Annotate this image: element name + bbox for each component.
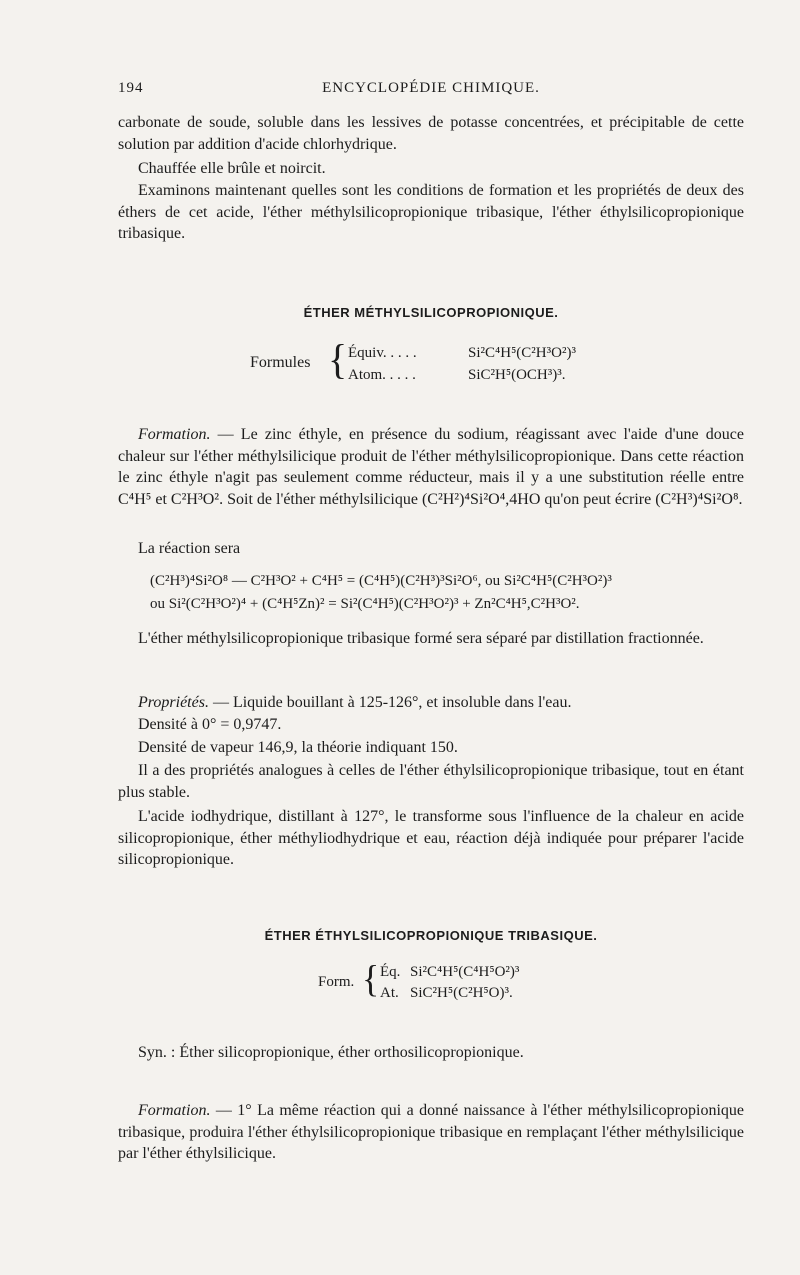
paragraph-formation-methyl: Formation. — Le zinc éthyle, en présence du sodium, réagissant avec l'aide d'une douce chaleur sur l'éther méthylsilicique produit de l'éther méthylsilicopropionique. Dans cette réaction le zinc éthyle n'agit pas seulement comme réducteur, mais il y a une substitution réelle entre C⁴H⁵ et C²H³O². Soit de l'éther méthylsilicique (C²H²)⁴Si²O⁴,4HO qu'on peut écrire (C²H³)⁴Si²O⁸.: [118, 426, 744, 508]
section-title-ethyl: ÉTHER ÉTHYLSILICOPROPIONIQUE TRIBASIQUE.: [264, 928, 598, 943]
paragraph-properties: Propriétés. — Liquide bouillant à 125-126°, et insoluble dans l'eau.: [138, 694, 572, 711]
equiv-formula: Si²C⁴H⁵(C²H³O²)³: [468, 345, 576, 361]
page-number: 194: [118, 80, 144, 96]
paragraph-hi-reaction: L'acide iodhydrique, distillant à 127°, le transforme sous l'influence de la chaleur en acide silicopropionique, éther méthyliodhydrique et eau, réaction déjà indiquée pour préparer l'acide silicopropionique.: [118, 808, 744, 868]
paragraph-density: Densité à 0° = 0,9747.: [138, 716, 282, 733]
reaction-intro: La réaction sera: [138, 540, 241, 557]
paragraph-carbonate: carbonate de soude, soluble dans les lessives de potasse concentrées, et précipitable de cette solution par addition d'acide chlorhydrique.: [118, 114, 744, 153]
paragraph-burns: Chauffée elle brûle et noircit.: [138, 160, 326, 177]
eq-formula: Si²C⁴H⁵(C⁴H⁵O²)³: [410, 964, 520, 980]
running-title: ENCYCLOPÉDIE CHIMIQUE.: [322, 80, 540, 96]
form-label: Form.: [318, 974, 355, 990]
paragraph-vapor-density: Densité de vapeur 146,9, la théorie indiquant 150.: [138, 739, 458, 756]
reaction-equation-1: (C²H³)⁴Si²O⁸ — C²H³O² + C⁴H⁵ = (C⁴H⁵)(C²H³)³Si²O⁶, ou Si²C⁴H⁵(C²H³O²)³: [150, 573, 612, 589]
atom-label: Atom. . . . .: [348, 367, 416, 383]
brace-icon: {: [362, 958, 380, 1000]
at-formula: SiC²H⁵(C²H⁵O)³.: [410, 985, 513, 1001]
formulas-label: Formules: [250, 354, 311, 371]
paragraph-formation-ethyl: Formation. — 1° La même réaction qui a donné naissance à l'éther méthylsilicopropionique tribasique, produira l'éther éthylsilicopropionique tribasique en remplaçant l'éther méthylsilicique par l'éther éthylsilicique.: [118, 1102, 744, 1162]
equiv-label: Équiv. . . . .: [348, 345, 417, 361]
paragraph-synonyms: Syn. : Éther silicopropionique, éther orthosilicopropionique.: [138, 1044, 524, 1061]
section-title-methyl: ÉTHER MÉTHYLSILICOPROPIONIQUE.: [303, 305, 559, 320]
formula-block-ethyl: [318, 960, 658, 1008]
paragraph-analogy: Il a des propriétés analogues à celles de l'éther éthylsilicopropionique tribasique, tout en étant plus stable.: [118, 762, 744, 801]
atom-formula: SiC²H⁵(OCH³)³.: [468, 367, 566, 383]
paragraph-separation: L'éther méthylsilicopropionique tribasique formé sera séparé par distillation fractionnée.: [138, 630, 704, 647]
formula-block-methyl: [250, 335, 650, 390]
brace-icon: {: [328, 335, 348, 384]
eq-label: Éq.: [380, 964, 401, 980]
page-header: [118, 80, 744, 104]
paragraph-examine: Examinons maintenant quelles sont les conditions de formation et les propriétés de deux des éthers de cet acide, l'éther méthylsilicopropionique tribasique, l'éther éthylsilicopropionique tribasique.: [118, 182, 744, 242]
reaction-equation-2: ou Si²(C²H³O²)⁴ + (C⁴H⁵Zn)² = Si²(C⁴H⁵)(C²H³O²)³ + Zn²C⁴H⁵,C²H³O².: [150, 596, 580, 612]
at-label: At.: [380, 985, 399, 1001]
